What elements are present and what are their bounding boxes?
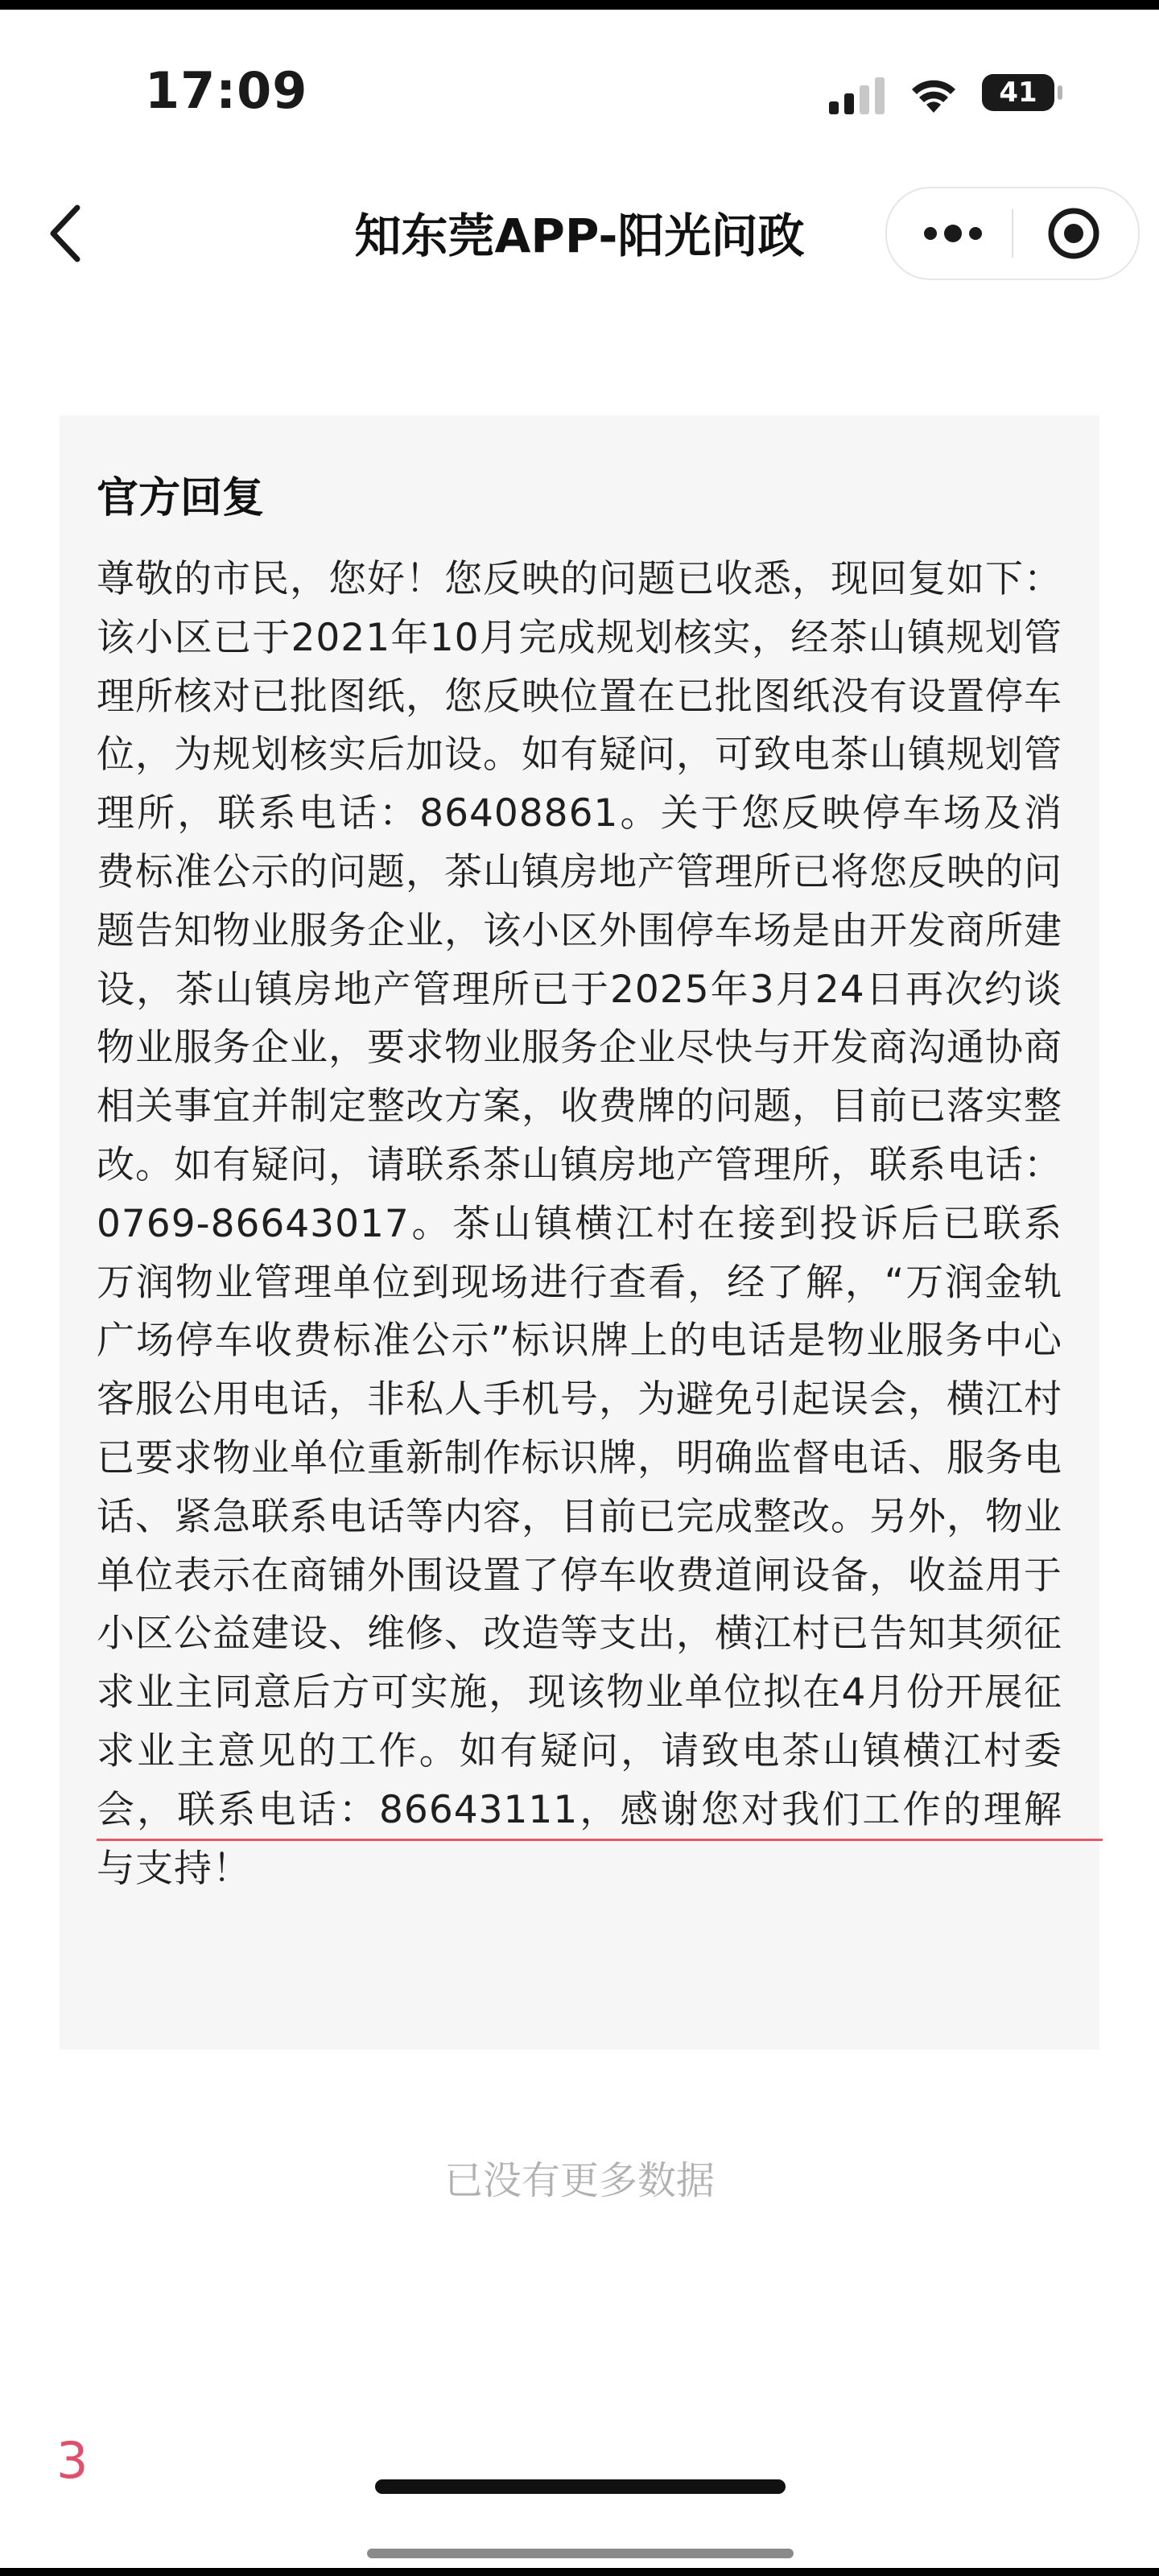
home-indicator[interactable] — [375, 2479, 786, 2494]
back-icon[interactable] — [45, 201, 93, 266]
page-number: 3 — [56, 2431, 89, 2490]
secondary-home-indicator — [367, 2549, 794, 2558]
reply-content: 尊敬的市民，您好！您反映的问题已收悉，现回复如下：该小区已于2021年10月完成规划核实，经茶山镇规划管理所核对已批图纸，您反映位置在已批图纸没有设置停车位，为规划核实后加设。如有疑问，可致电茶山镇规划管理所，联系电话：86408861。关于您反映停车场及消费标准公示的问题，茶山镇房地产管理所已将您反映的问题告知物业服务企业，该小区外围停车场是由开发商所建设，茶山镇房地产管理所已于2025年3月24日再次约谈物业服务企业，要求物业服务企业尽快与开发商沟通协商相关事宜并制定整改方案，收费牌的问题，目前已落实整改。如有疑问，请联系茶山镇房地产管理所，联系电话：0769-86643017。茶山镇横江村在接到投诉后已联系万润物业管理单位到现场进行查看，经了解，“万润金轨广场停车收费标准公示”标识牌上的电话是物业服务中心客服公用电话，非私人手机号，为避免引起误会，横江村已要求物业单位重新制作标识牌，明确监督电话、服务电话、紧急联系电话等内容，目前已完成整改。另外，物业单位表示在商铺外围设置了停车收费道闸设备，收益用于小区公益建设、维修、改造等支出，横江村已告知其须征求业主同意后方可实施，现该物业单位拟在4月份开展征求业主意见的工作。如有疑问，请致电茶山镇横江村委会，联系电话：86643111，感谢您对我们工作的理解与支持！ — [97, 557, 1062, 1891]
bottom-frame-edge — [0, 2568, 1159, 2576]
mini-program-capsule — [885, 187, 1140, 280]
status-bar — [0, 0, 1159, 161]
red-underline-mark — [97, 1839, 1103, 1841]
no-more-data-text: 已没有更多数据 — [443, 2158, 715, 2203]
signal-icon — [829, 77, 887, 114]
wifi-icon — [909, 74, 958, 114]
page-title: 知东莞APP-阳光问政 — [354, 208, 805, 263]
capsule-divider — [1012, 209, 1013, 258]
reply-heading: 官方回复 — [97, 474, 265, 522]
battery-icon: 41 — [982, 74, 1054, 111]
target-icon[interactable] — [1046, 206, 1101, 261]
battery-cap — [1058, 85, 1062, 100]
status-time: 17:09 — [145, 61, 308, 120]
official-reply-card — [60, 415, 1099, 2050]
more-icon[interactable] — [921, 217, 985, 250]
